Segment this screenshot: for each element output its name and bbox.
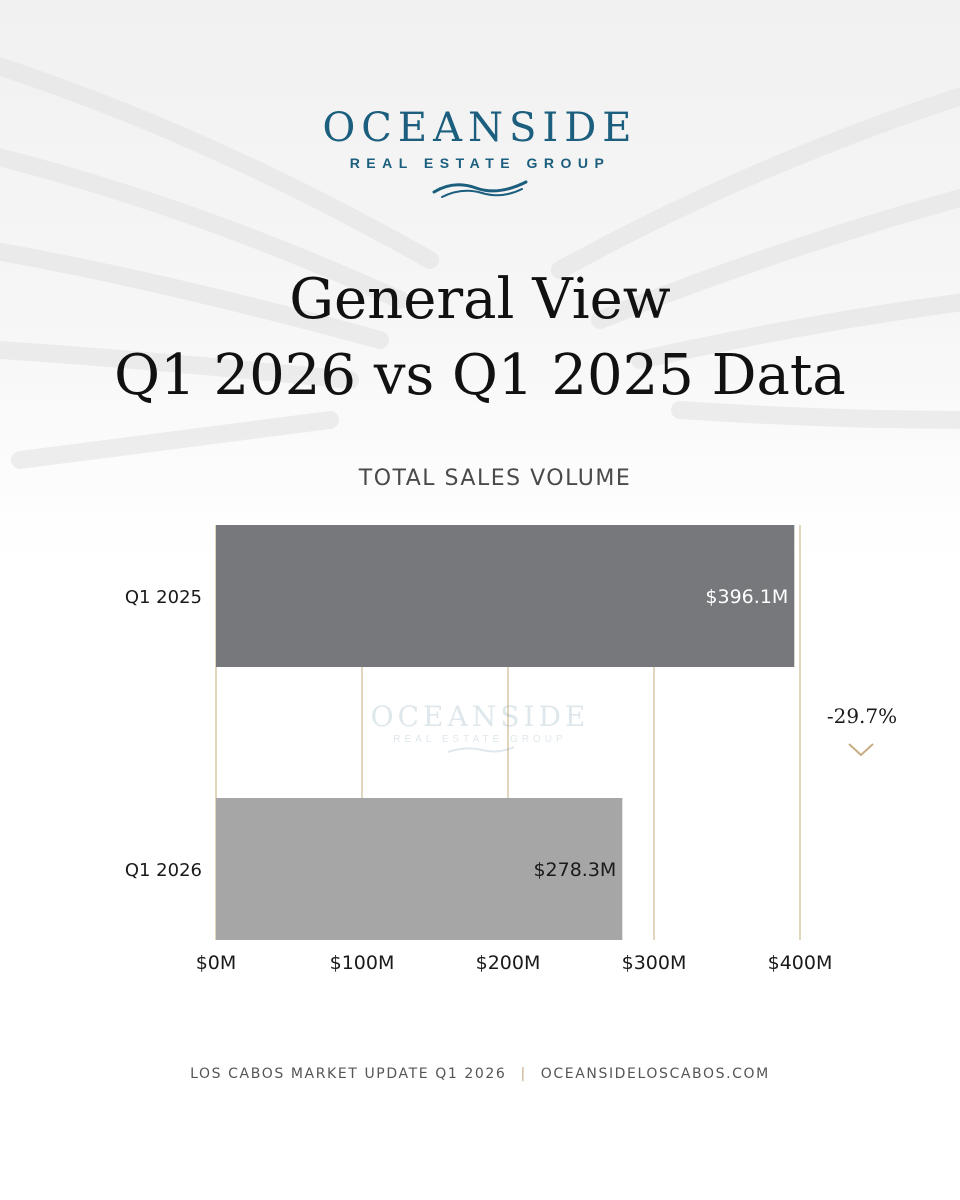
footer-website-link[interactable]: OCEANSIDELOSCABOS.COM — [540, 1066, 770, 1082]
category-label: Q1 2025 — [124, 587, 202, 608]
category-label: Q1 2026 — [124, 860, 202, 881]
watermark-subtitle: REAL ESTATE GROUP — [393, 734, 567, 745]
footer-left-text: LOS CABOS MARKET UPDATE Q1 2026 — [190, 1066, 507, 1082]
x-tick-label: $400M — [767, 952, 833, 974]
x-tick-label: $0M — [195, 952, 237, 974]
watermark-logo: OCEANSIDE — [370, 700, 590, 733]
brand-logo — [0, 104, 960, 200]
footer-separator: | — [520, 1066, 527, 1082]
logo-subtitle: REAL ESTATE GROUP — [349, 155, 611, 171]
footer — [0, 1066, 960, 1082]
wave-icon — [432, 178, 528, 200]
x-tick-label: $100M — [329, 952, 395, 974]
heading-line-1: General View — [289, 267, 671, 332]
sales-volume-chart — [0, 510, 960, 980]
logo-wordmark: OCEANSIDE — [322, 105, 638, 151]
x-tick-label: $300M — [621, 952, 687, 974]
chevron-down-icon — [849, 744, 873, 755]
chart-title: TOTAL SALES VOLUME — [358, 466, 632, 491]
x-tick-label: $200M — [475, 952, 541, 974]
bar-value-label: $396.1M — [705, 586, 789, 608]
watermark-wave-icon — [448, 747, 514, 752]
heading-line-2: Q1 2026 vs Q1 2025 Data — [114, 343, 846, 408]
bar-value-label: $278.3M — [533, 859, 617, 881]
change-percent-annotation: -29.7% — [826, 704, 898, 728]
page-heading — [0, 262, 960, 414]
